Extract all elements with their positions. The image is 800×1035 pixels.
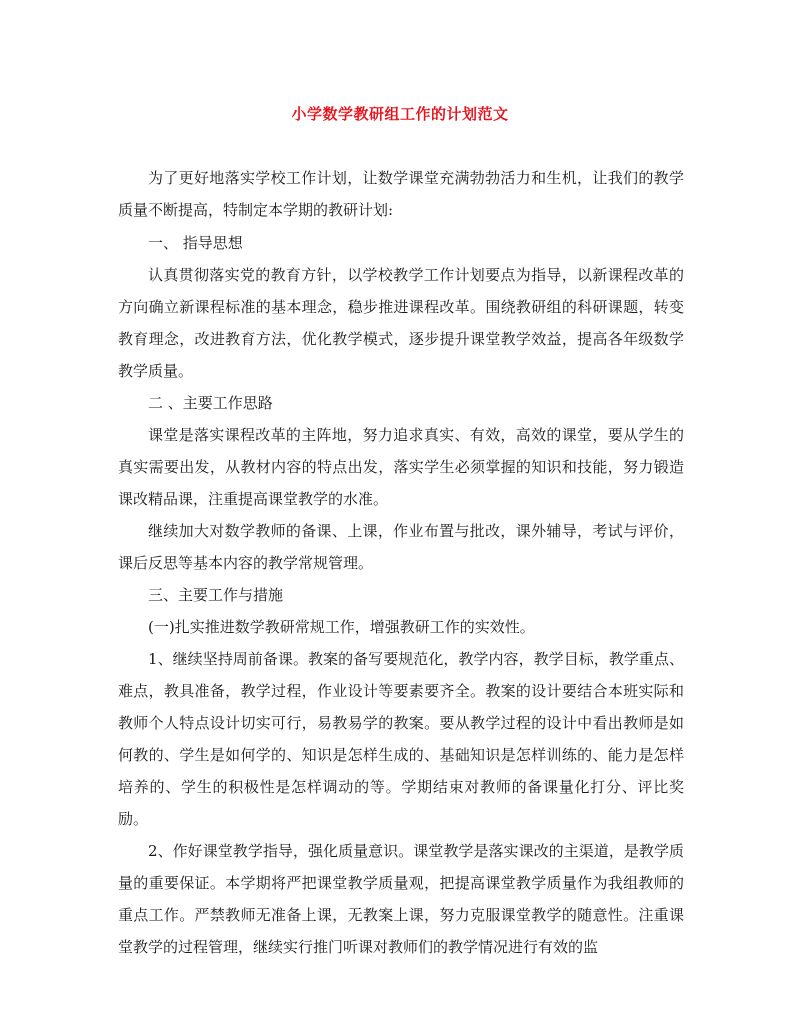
intro-paragraph: 为了更好地落实学校工作计划，让数学课堂充满勃勃活力和生机，让我们的教学质量不断提高，特制定本学期的教研计划:	[118, 169, 684, 219]
measure-item-1: 1、继续坚持周前备课。教案的备写要规范化，教学内容，教学目标，教学重点、难点，教具准备，教学过程，作业设计等要素要齐全。教案的设计要结合本班实际和教师个人特点设计切实可行，易教易学的教案。要从教学过程的设计中看出教师是如何教的、学生是如何学的、知识是怎样生成的、基础知识是怎样训练的、能力是怎样培养的、学生的积极性是怎样调动的等。学期结束对教师的备课量化打分、评比奖励。	[118, 650, 684, 828]
section-heading-guiding-ideology: 一、 指导思想	[148, 234, 243, 252]
section-heading-work-approach: 二 、主要工作思路	[148, 394, 273, 412]
work-approach-paragraph-1: 课堂是落实课程改革的主阵地，努力追求真实、有效，高效的课堂，要从学生的真实需要出发，从教材内容的特点出发，落实学生必须掌握的知识和技能，努力锻造课改精品课，注重提高课堂教学的水准。	[118, 426, 684, 508]
section-heading-measures: 三、主要工作与措施	[148, 586, 284, 604]
work-approach-paragraph-2: 继续加大对数学教师的备课、上课，作业布置与批改，课外辅导，考试与评价，课后反思等基本内容的教学常规管理。	[118, 522, 684, 572]
measure-item-2: 2、作好课堂教学指导，强化质量意识。课堂教学是落实课改的主渠道，是教学质量的重要保证。本学期将严把课堂教学质量观，把提高课堂教学质量作为我组教师的重点工作。严禁教师无准备上课，无教案上课，努力克服课堂教学的随意性。注重课堂教学的过程管理，继续实行推门听课对教师们的教学情况进行有效的监	[118, 842, 684, 956]
document-title: 小学数学教研组工作的计划范文	[291, 105, 509, 123]
guiding-ideology-paragraph: 认真贯彻落实党的教育方针，以学校教学工作计划要点为指导，以新课程改革的方向确立新课程标准的基本理念，稳步推进课程改革。围绕教研组的科研课题，转变教育理念，改进教育方法，优化教学模式，逐步提升课堂教学效益，提高各年级数学教学质量。	[118, 266, 684, 380]
document-body	[118, 162, 684, 963]
subsection-heading-1: (一)扎实推进数学教研常规工作，增强教研工作的实效性。	[148, 618, 535, 636]
